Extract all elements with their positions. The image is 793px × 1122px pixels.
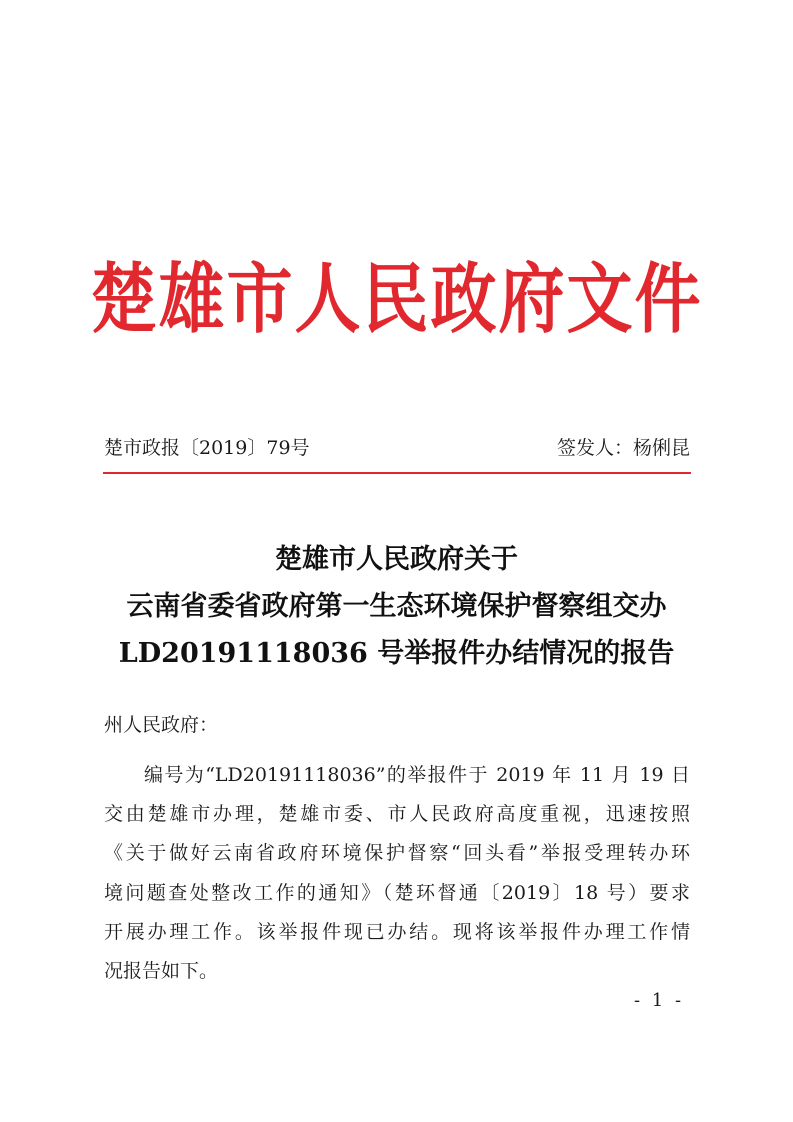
signer: 签发人：杨俐昆 [556,437,690,459]
report-title-line: 楚雄市人民政府关于 [275,544,518,575]
body-line: 交由楚雄市办理，楚雄市委、市人民政府高度重视，迅速按照 [104,803,690,826]
report-title [0,536,793,677]
body-line: 境问题查处整改工作的通知》（楚环督通〔2019〕18 号）要求 [104,881,690,904]
red-header-title: 楚雄市人民政府文件 [90,255,703,344]
red-divider-line [103,472,691,474]
report-title-line: 云南省委省政府第一生态环境保护督察组交办 [126,591,667,622]
document-meta-row [104,434,690,462]
body-line: 况报告如下。 [104,960,219,983]
body-line: 《关于做好云南省政府环境保护督察“回头看”举报受理转办环 [104,842,690,865]
page-number: - 1 - [634,990,685,1011]
body-paragraph [104,756,690,991]
salutation: 州人民政府： [104,714,219,736]
body-line: 编号为“LD20191118036”的举报件于 2019 年 11 月 19 日 [144,764,690,786]
body-line: 开展办理工作。该举报件现已办结。现将该举报件办理工作情 [104,920,690,943]
document-number: 楚市政报〔2019〕79号 [104,437,310,459]
report-title-line: LD20191118036 号举报件办结情况的报告 [118,638,675,669]
